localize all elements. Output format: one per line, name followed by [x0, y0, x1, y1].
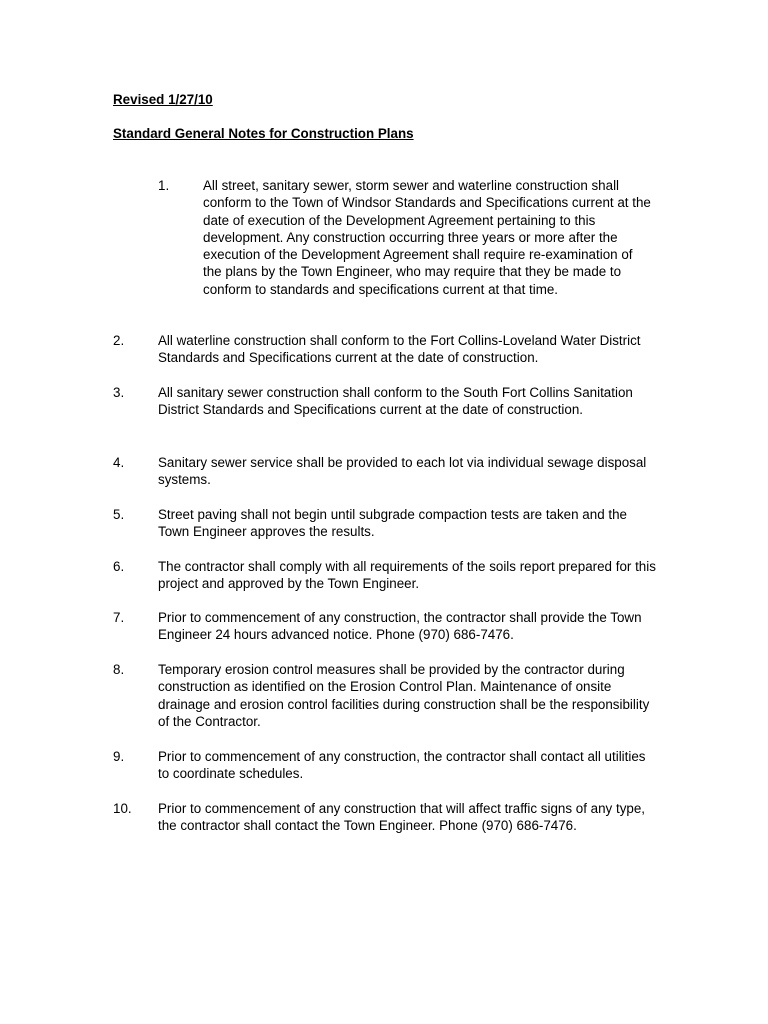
- note-text: All waterline construction shall conform to the Fort Collins-Loveland Water District Standards and Specifications current at the date of construction.: [158, 333, 641, 366]
- revision-date: Revised 1/27/10: [113, 92, 213, 107]
- note-number: 8.: [113, 662, 125, 677]
- note-item-2: [113, 332, 658, 367]
- note-number: 7.: [113, 610, 125, 625]
- note-text: Street paving shall not begin until subgrade compaction tests are taken and the Town Engineer approves the results.: [158, 507, 627, 540]
- note-number: 3.: [113, 385, 125, 400]
- note-text: Temporary erosion control measures shall be provided by the contractor during construction as identified on the Erosion Control Plan. Maintenance of onsite drainage and erosion control facilities during construction shall be the responsibility of the Contractor.: [158, 662, 650, 729]
- note-item-9: [113, 748, 658, 783]
- note-text: The contractor shall comply with all requirements of the soils report prepared for this project and approved by the Town Engineer.: [158, 559, 656, 592]
- note-item-3: [113, 384, 658, 419]
- note-text: Prior to commencement of any construction, the contractor shall provide the Town Engineer 24 hours advanced notice. Phone (970) 686-7476.: [158, 610, 642, 643]
- note-text: Prior to commencement of any construction that will affect traffic signs of any type, the contractor shall contact the Town Engineer. Phone (970) 686-7476.: [158, 801, 645, 834]
- note-text: Sanitary sewer service shall be provided to each lot via individual sewage disposal systems.: [158, 455, 647, 488]
- note-item-1: [158, 177, 653, 298]
- note-item-6: [113, 558, 658, 593]
- document-title: Standard General Notes for Construction Plans: [113, 126, 414, 141]
- note-text: Prior to commencement of any construction, the contractor shall contact all utilities to coordinate schedules.: [158, 749, 646, 782]
- note-text: All street, sanitary sewer, storm sewer and waterline construction shall conform to the Town of Windsor Standards and Specifications current at the date of execution of the Development Agreement pertaining to this development. Any construction occurring three years or more after the execution of the Development Agreement shall require re-examination of the plans by the Town Engineer, who may require that they be made to conform to standards and specifications current at that time.: [203, 178, 651, 297]
- note-number: 10.: [113, 801, 132, 816]
- note-item-4: [113, 454, 658, 489]
- note-text: All sanitary sewer construction shall conform to the South Fort Collins Sanitation District Standards and Specifications current at the date of construction.: [158, 385, 633, 418]
- note-number: 4.: [113, 455, 125, 470]
- note-number: 2.: [113, 333, 125, 348]
- note-item-8: [113, 661, 658, 730]
- note-number: 6.: [113, 559, 125, 574]
- note-item-5: [113, 506, 658, 541]
- note-number: 5.: [113, 507, 125, 522]
- note-number: 1.: [158, 178, 170, 193]
- note-number: 9.: [113, 749, 125, 764]
- note-item-10: [113, 800, 658, 835]
- note-item-7: [113, 609, 658, 644]
